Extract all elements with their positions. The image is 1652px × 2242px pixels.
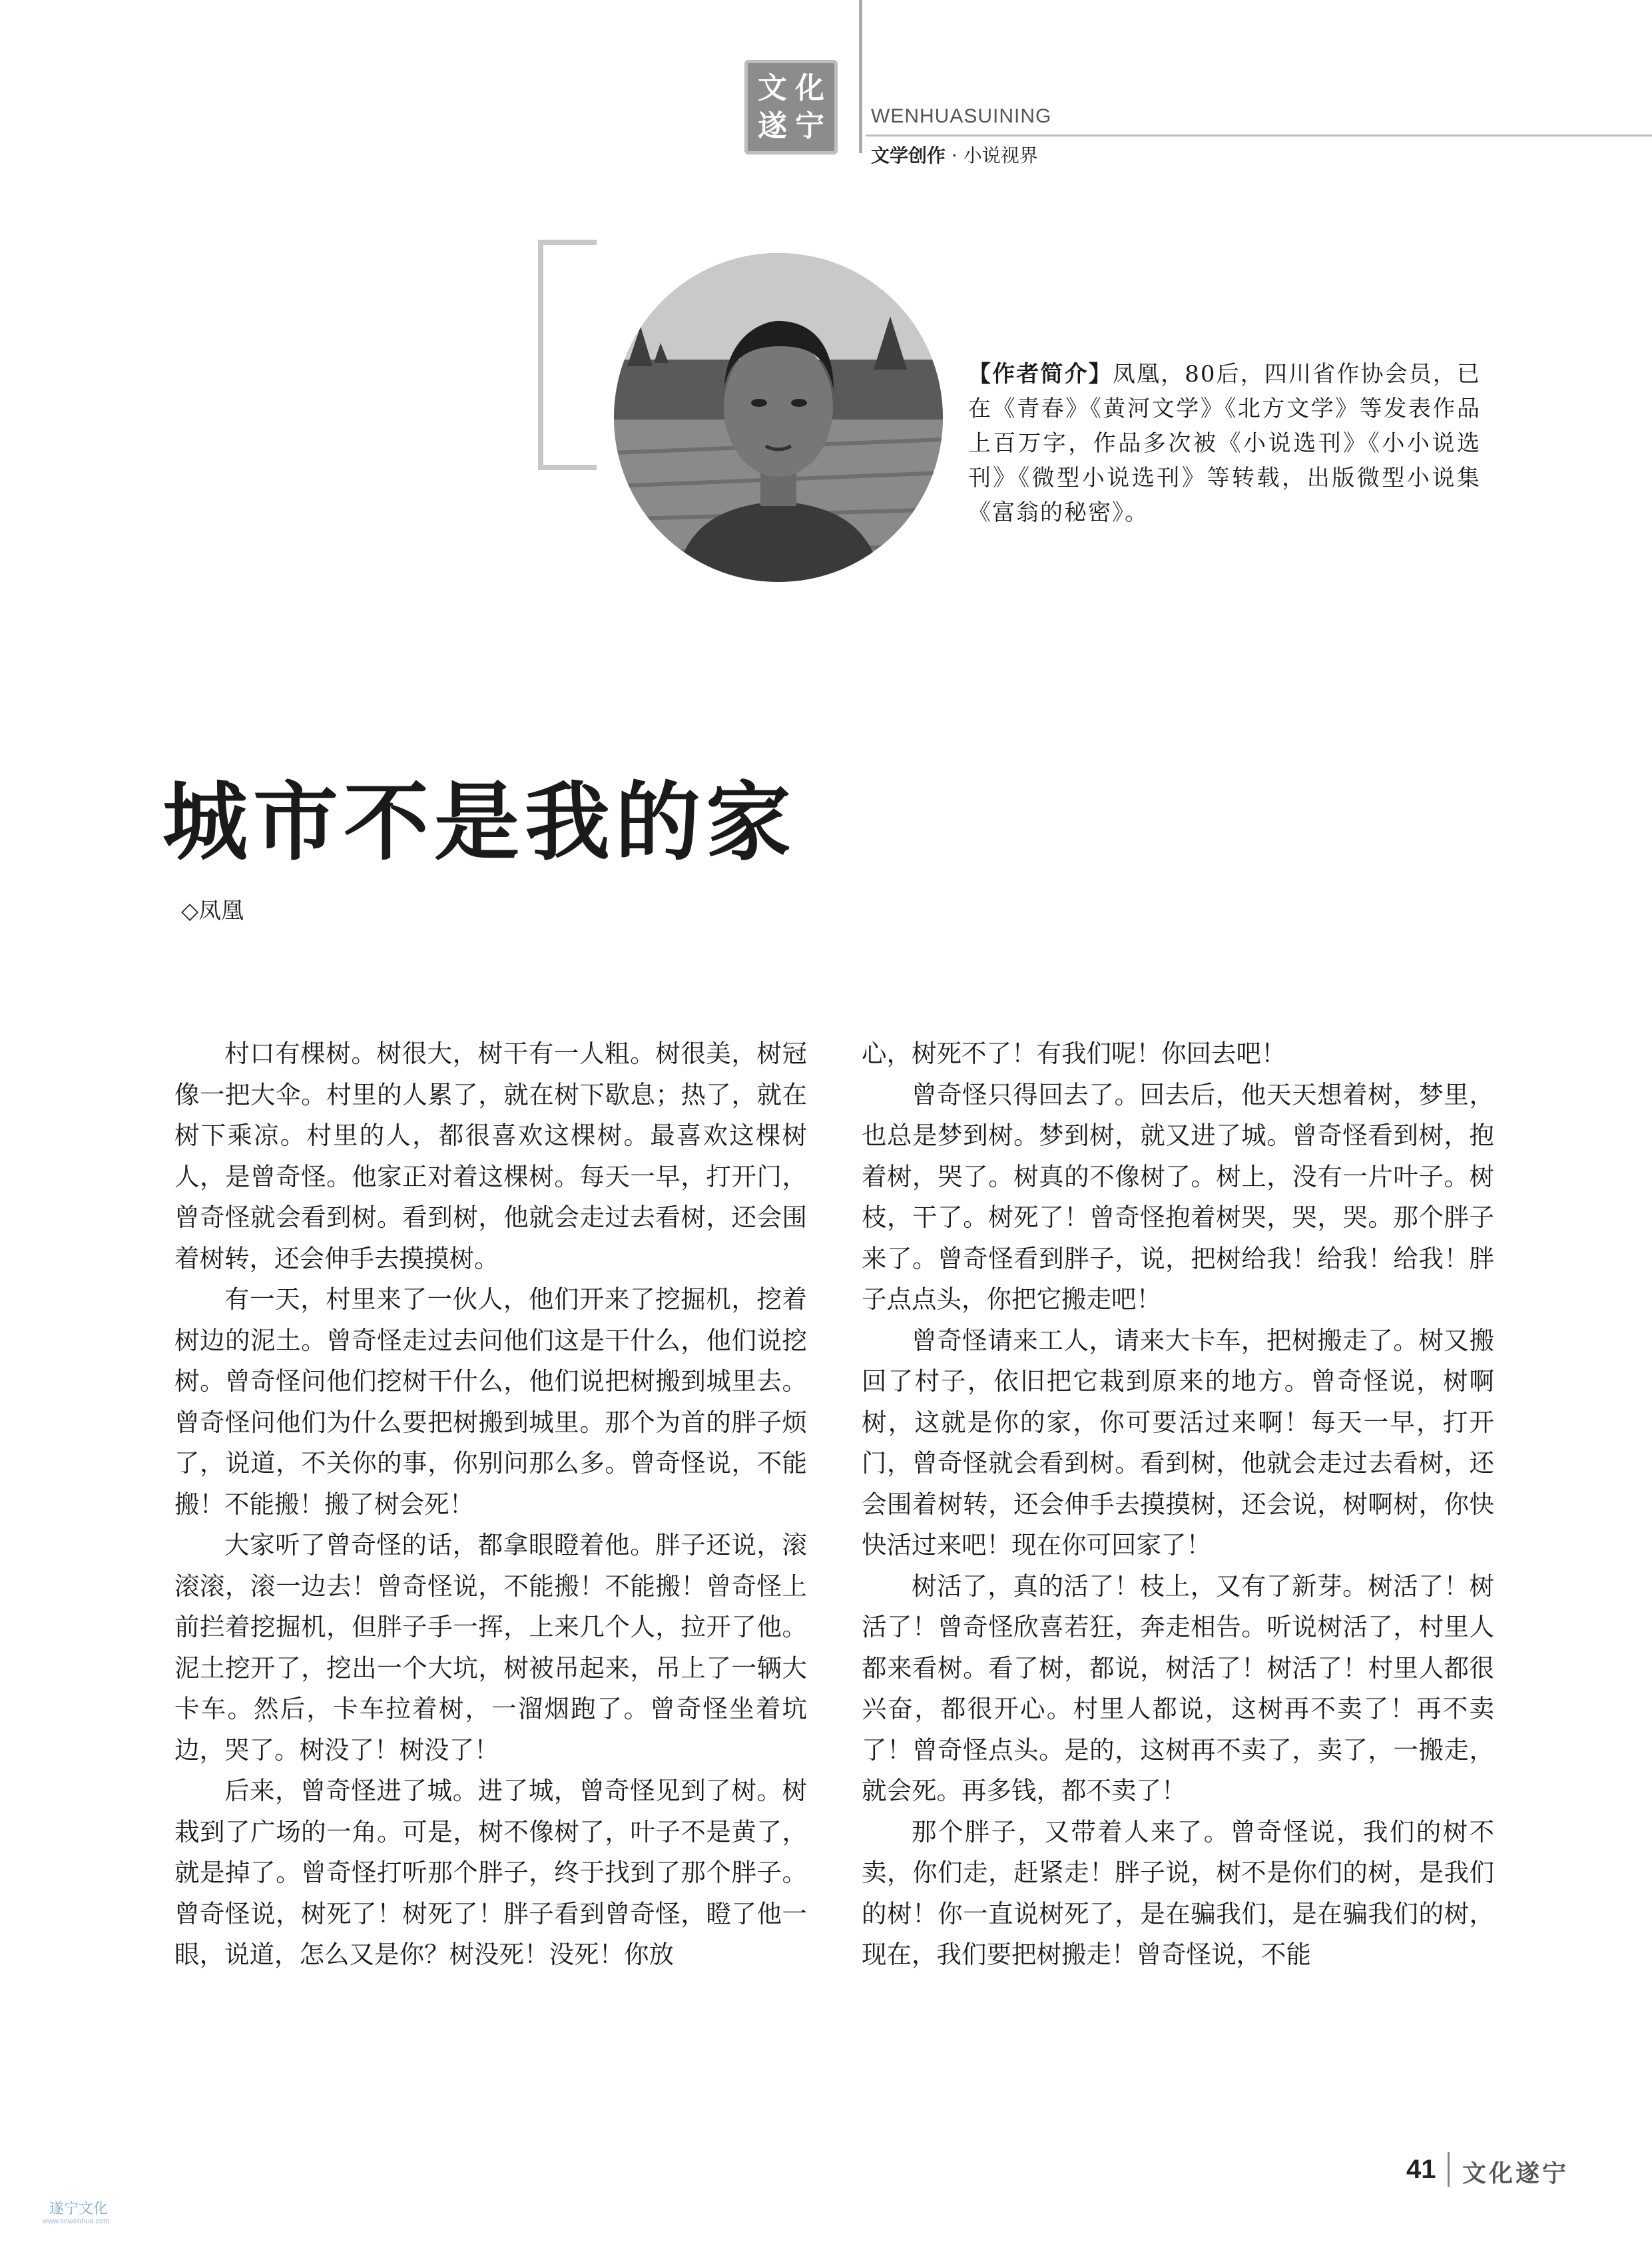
section-sub: 小说视界 xyxy=(963,144,1038,166)
body-column-left xyxy=(174,1033,807,1976)
logo-char: 遂 xyxy=(758,109,787,143)
watermark-logo xyxy=(40,2197,140,2237)
header-vertical-rule xyxy=(859,0,862,153)
bio-label: 【作者简介】 xyxy=(968,361,1113,388)
paragraph: 曾奇怪请来工人，请来大卡车，把树搬走了。树又搬回了村子，依旧把它栽到原来的地方。曾奇怪说，树啊树，这就是你的家，你可要活过来啊！每天一早，打开门，曾奇怪就会看到树。看到树，他就会走过去看树，还会围着树转，还会伸手去摸摸树，还会说，树啊树，你快快活过来吧！现在你可回家了！ xyxy=(862,1325,1494,1559)
article-title: 城市不是我的家 xyxy=(162,773,797,872)
footer-brand: 文化遂宁 xyxy=(1462,2160,1569,2187)
watermark-url: www.snwenhua.com xyxy=(43,2217,110,2225)
paragraph: 后来，曾奇怪进了城。进了城，曾奇怪见到了树。树栽到了广场的一角。可是，树不像树了，叶子不是黄了，就是掉了。曾奇怪打听那个胖子，终于找到了那个胖子。曾奇怪说，树死了！树死了！胖子看到曾奇怪，瞪了他一眼，说道，怎么又是你？树没死！没死！你放 xyxy=(174,1776,807,1969)
logo-char: 宁 xyxy=(795,109,824,143)
paragraph: 曾奇怪只得回去了。回去后，他天天想着树，梦里，也总是梦到树。梦到树，就又进了城。曾奇怪看到树，抱着树，哭了。树真的不像树了。树上，没有一片叶子。树枝，干了。树死了！曾奇怪抱着树哭，哭，哭。那个胖子来了。曾奇怪看到胖子，说，把树给我！给我！给我！胖子点点头，你把它搬走吧！ xyxy=(862,1079,1494,1314)
header-horizontal-rule xyxy=(866,135,1652,137)
logo-char: 化 xyxy=(795,71,824,105)
paragraph: 那个胖子，又带着人来了。曾奇怪说，我们的树不卖，你们走，赶紧走！胖子说，树不是你们的树，是我们的树！你一直说树死了，是在骗我们，是在骗我们的树，现在，我们要把树搬走！曾奇怪说，不能 xyxy=(862,1817,1494,1969)
watermark-text: 遂宁文化 xyxy=(49,2201,109,2217)
author-bio xyxy=(968,357,1481,530)
section-label xyxy=(871,141,1038,168)
section-separator: · xyxy=(951,144,958,166)
decorative-bracket xyxy=(538,240,597,470)
paragraph: 村口有棵树。树很大，树干有一人粗。树很美，树冠像一把大伞。村里的人累了，就在树下歇息；热了，就在树下乘凉。村里的人，都很喜欢这棵树。最喜欢这棵树人，是曾奇怪。他家正对着这棵树。每天一早，打开门，曾奇怪就会看到树。看到树，他就会走过去看树，还会围着树转，还会伸手去摸摸树。 xyxy=(174,1039,807,1273)
footer-divider xyxy=(1448,2152,1450,2187)
page-number: 41 xyxy=(1406,2155,1436,2184)
author-photo xyxy=(614,253,943,582)
magazine-logo-seal xyxy=(744,60,838,154)
paragraph: 大家听了曾奇怪的话，都拿眼瞪着他。胖子还说，滚滚滚，滚一边去！曾奇怪说，不能搬！不能搬！曾奇怪上前拦着挖掘机，但胖子手一挥，上来几个人，拉开了他。泥土挖开了，挖出一个大坑，树被吊起来，吊上了一辆大卡车。然后，卡车拉着树，一溜烟跑了。曾奇怪坐着坑边，哭了。树没了！树没了！ xyxy=(174,1530,807,1765)
portrait-illustration xyxy=(614,253,943,582)
section-main: 文学创作 xyxy=(871,144,946,166)
body-column-right xyxy=(862,1033,1494,1976)
magazine-brand-latin: WENHUASUINING xyxy=(871,105,1052,127)
bio-text: 凤凰，80后，四川省作协会员，已在《青春》《黄河文学》《北方文学》等发表作品上百万字，作品多次被《小说选刊》《小小说选刊》《微型小说选刊》等转载，出版微型小说集《富翁的秘密》。 xyxy=(968,361,1482,526)
paragraph-continued: 心，树死不了！有我们呢！你回去吧！ xyxy=(862,1039,1286,1068)
paragraph: 树活了，真的活了！枝上，又有了新芽。树活了！树活了！曾奇怪欣喜若狂，奔走相告。听说树活了，村里人都来看树。看了树，都说，树活了！树活了！村里人都很兴奋，都很开心。村里人都说，这树再不卖了！再不卖了！曾奇怪点头。是的，这树再不卖了，卖了，一搬走，就会死。再多钱，都不卖了！ xyxy=(862,1571,1494,1805)
paragraph: 有一天，村里来了一伙人，他们开来了挖掘机，挖着树边的泥土。曾奇怪走过去问他们这是干什么，他们说挖树。曾奇怪问他们挖树干什么，他们说把树搬到城里去。曾奇怪问他们为什么要把树搬到城里。那个为首的胖子烦了，说道，不关你的事，你别问那么多。曾奇怪说，不能搬！不能搬！搬了树会死！ xyxy=(174,1284,807,1519)
logo-char: 文 xyxy=(758,71,787,105)
article-author: ◇凤凰 xyxy=(181,898,244,924)
